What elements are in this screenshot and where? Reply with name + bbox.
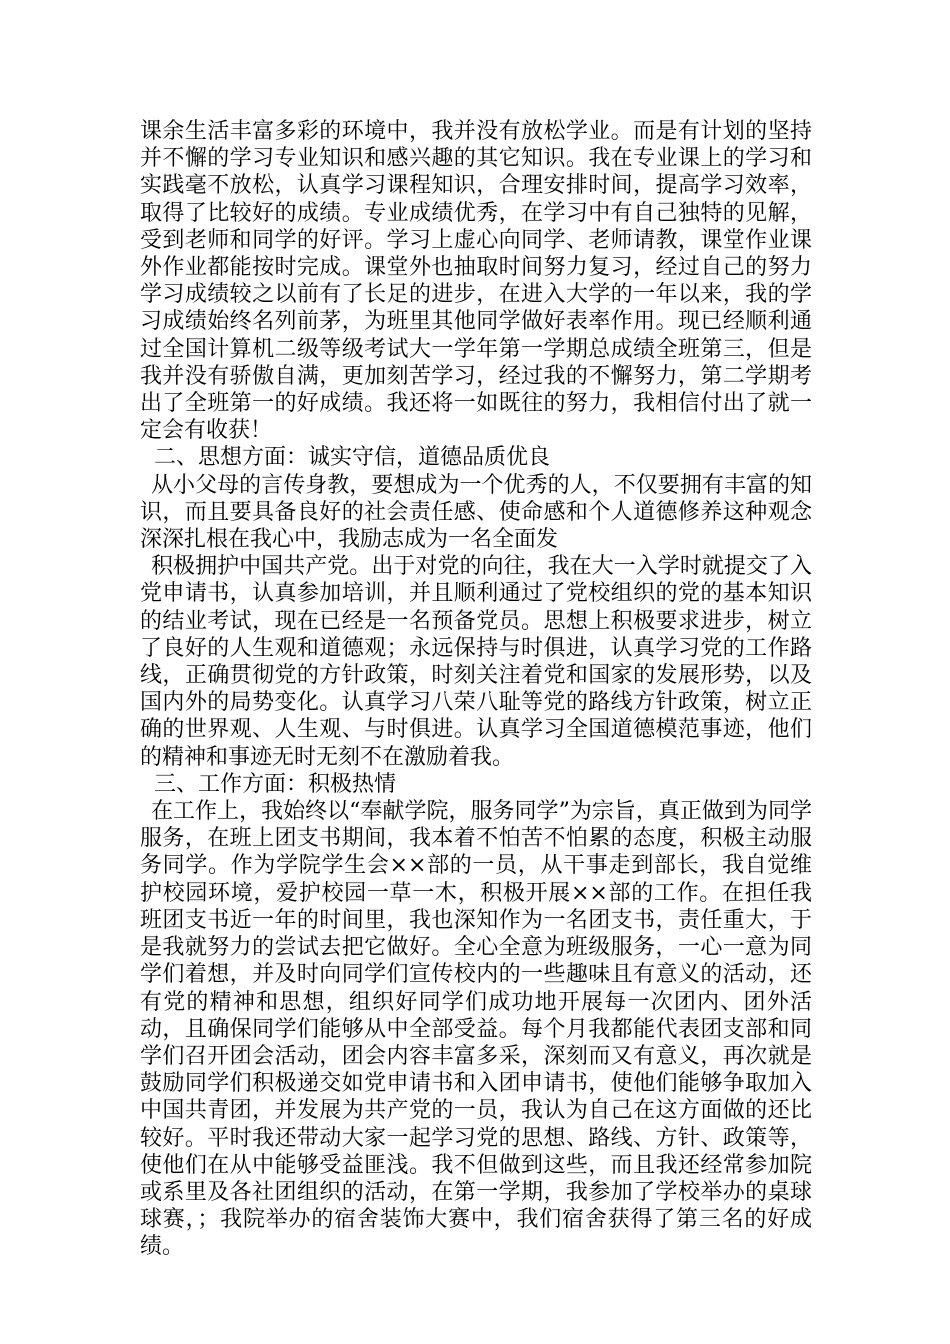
paragraph-work: 在工作上，我始终以“奉献学院，服务同学”为宗旨，真正做到为同学服务，在班上团支书期间，我本着不怕苦不怕累的态度，积极主动服务同学。作为学院学生会××部的一员，从干事走到部长，我自觉维护校园环境，爱护校园一草一木，积极开展××部的工作。在担任我班团支书近一年的时间里，我也深知作为一名团支书，责任重大，于是我就努力的尝试去把它做好。全心全意为班级服务，一心一意为同学们着想，并及时向同学们宣传校内的一些趣味且有意义的活动，还有党的精神和思想，组织好同学们成功地开展每一次团内、团外活动，且确保同学们能够从中全部受益。每个月我都能代表团支部和同学们召开团会活动，团会内容丰富多采，深刻而又有意义，再次就是鼓励同学们积极递交如党申请书和入团申请书，使他们能够争取加入中国共青团，并发展为共产党的一员，我认为自己在这方面做的还比较好。平时我还带动大家一起学习党的思想、路线、方针、政策等，使他们在从中能够受益匪浅。我不但做到这些，而且我还经常参加院或系里及各社团组织的活动，在第一学期，我参加了学校举办的桌球球赛，；我院举办的宿舍装饰大赛中，我们宿舍获得了第三名的好成绩。: [140, 799, 812, 1260]
document-page: [140, 118, 812, 1261]
section-heading-work: 三、工作方面：积极热情: [154, 771, 397, 797]
paragraph-upbringing: 从小父母的言传身教，要想成为一个优秀的人，不仅要拥有丰富的知识，而且要具备良好的社会责任感、使命感和个人道德修养这种观念深深扎根在我心中，我励志成为一名全面发: [140, 472, 812, 553]
paragraph-study: 课余生活丰富多彩的环境中，我并没有放松学业。而是有计划的坚持并不懈的学习专业知识和感兴趣的其它知识。我在专业课上的学习和实践毫不放松，认真学习课程知识，合理安排时间，提高学习效率，取得了比较好的成绩。专业成绩优秀，在学习中有自己独特的见解，受到老师和同学的好评。学习上虚心向同学、老师请教，课堂作业课外作业都能按时完成。课堂外也抽取时间努力复习，经过自己的努力学习成绩较之以前有了长足的进步，在进入大学的一年以来，我的学习成绩始终名列前茅，为班里其他同学做好表率作用。现已经顺利通过全国计算机二级等级考试大一学年第一学期总成绩全班第三，但是我并没有骄傲自满，更加刻苦学习，经过我的不懈努力，第二学期考出了全班第一的好成绩。我还将一如既往的努力，我相信付出了就一定会有收获！: [140, 119, 812, 444]
section-heading-ideology: 二、思想方面：诚实守信，道德品质优良: [154, 445, 551, 471]
paragraph-party: 积极拥护中国共产党。出于对党的向往，我在大一入学时就提交了入党申请书，认真参加培训，并且顺利通过了党校组织的党的基本知识的结业考试，现在已经是一名预备党员。思想上积极要求进步，树立了良好的人生观和道德观；永远保持与时俱进，认真学习党的工作路线，正确贯彻党的方针政策，时刻关注着党和国家的发展形势，以及国内外的局势变化。认真学习八荣八耻等党的路线方针政策，树立正确的世界观、人生观、与时俱进。认真学习全国道德模范事迹，他们的精神和事迹无时无刻不在激励着我。: [140, 554, 812, 770]
